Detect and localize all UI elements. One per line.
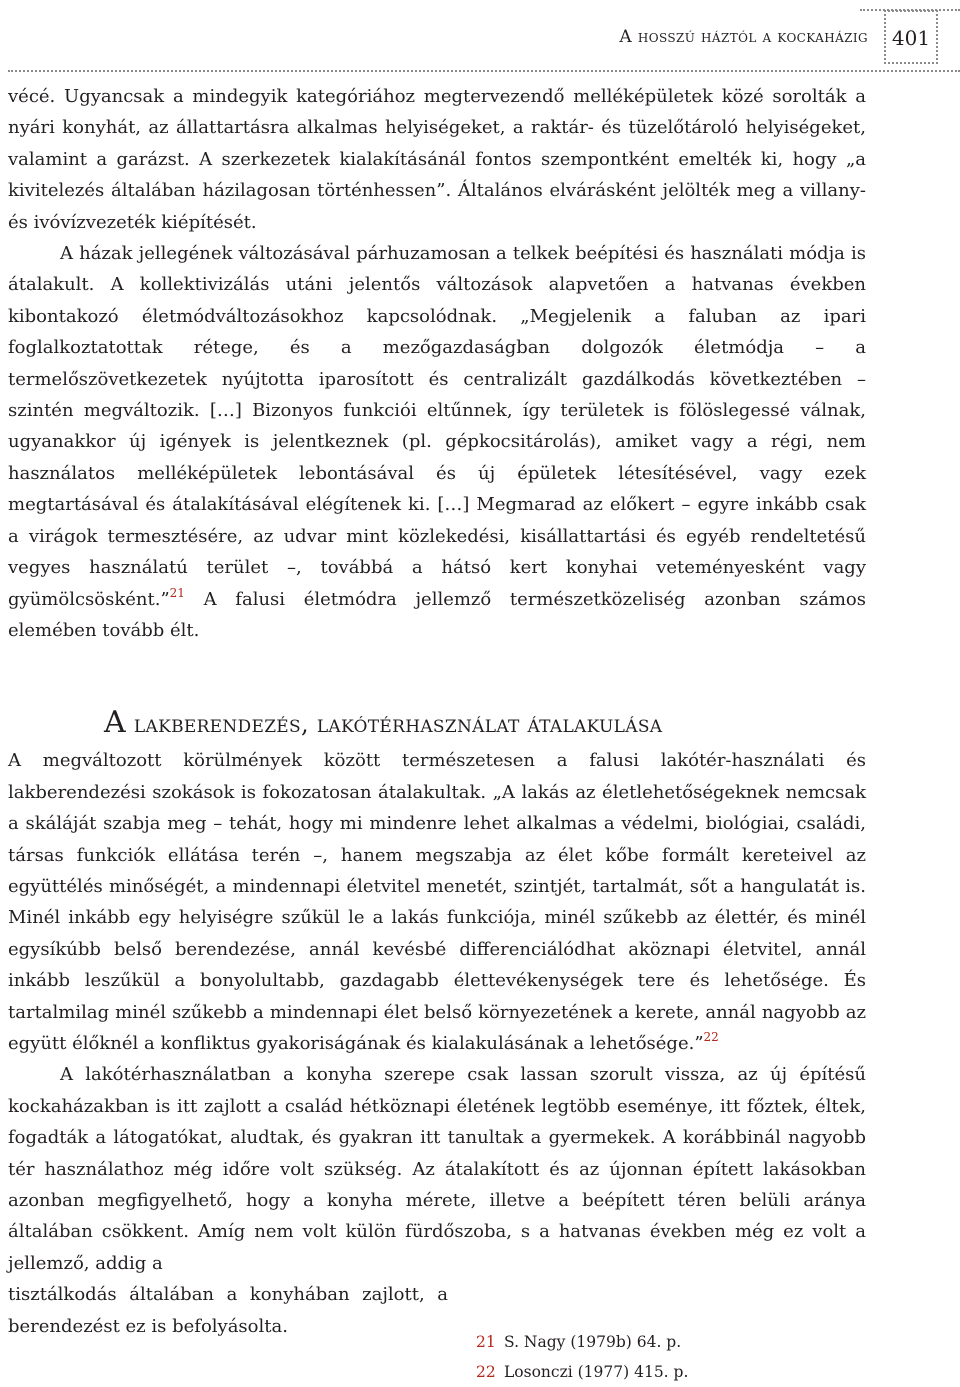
footnote-number: 22	[476, 1363, 496, 1381]
paragraph-2-text: A házak jellegének változásával párhuzamosan a telkek beépítési és használati módja is átalakult. A kollektivizálás utáni jelentős változások alapvetően a hatvanas években kibontakozó életmódváltozásokhoz kapcsolódnak. „Megjelenik a faluban az ipari foglalkoztatottak rétege, és a mezőgazdaságban dolgozók életmódja – a termelőszövetkezetek nyújtotta iparosított és centralizált gazdálkodás következtében – szintén megváltozik. […] Bizonyos funkciói eltűnnek, így területek is fölöslegessé válnak, ugyanakkor új igények is jelentkeznek (pl. gépkocsitárolás), amiket vagy a régi, nem használatos melléképületek lebontásával és új épületek létesítésével, vagy ezek megtartásával és átalakításával elégítenek ki. […] Megmarad az előkert – egyre inkább csak a virágok termesztésére, az udvar mint közlekedési, kisállattartási és egyéb rendeltetésű vegyes használatú terület –, továbbá a hátsó kert konyhai veteményesként vagy gyümölcsösként.”	[8, 243, 866, 610]
paragraph-4-tail: tisztálkodás általában a konyhában zajlott, a berendezést ez is befolyásolta.	[8, 1284, 448, 1337]
running-title: A hosszú háztól a kockaházig	[619, 27, 868, 47]
footnotes	[476, 1327, 916, 1387]
section-heading-initial: A	[104, 705, 126, 741]
section-heading-text: lakberendezés, lakótérhasználat átalakulása	[133, 710, 663, 739]
footnote-22	[476, 1357, 916, 1387]
page-number: 401	[891, 26, 931, 50]
footnote-ref-21[interactable]: 21	[169, 585, 185, 600]
footnote-ref-22[interactable]: 22	[703, 1029, 719, 1044]
paragraph-1: vécé. Ugyancsak a mindegyik kategóriához megtervezendő melléképületek közé sorolták a nyári konyhát, az állattartásra alkalmas helyiségeket, a raktár- és tüzelőtároló helyiségeket, valamint a garázst. A szerkezetek kialakításánál fontos szempontként emelték ki, hogy „a kivitelezés általában házilagosan történhessen”. Általános elvárásként jelölték meg a villany- és ivóvízvezeték kiépítését.	[8, 86, 866, 233]
header-rule-bottom	[8, 70, 960, 72]
page-body	[8, 81, 866, 1342]
section-heading	[104, 705, 866, 741]
footnote-21	[476, 1327, 916, 1357]
paragraph-4: A lakótérhasználatban a konyha szerepe csak lassan szorult vissza, az új építésű kockaházakban is itt zajlott a család hétköznapi életének legtöbb eseménye, itt főztek, éltek, fogadták a látogatókat, aludtak, és gyakran itt tanultak a gyermekek. A korábbinál nagyobb tér használathoz még időre volt szükség. Az átalakított és az újonnan épített lakásokban azonban megfigyelhető, hogy a konyha mérete, illetve a beépített téren belüli aránya általában csökkent. Amíg nem volt külön fürdőszoba, s a hatvanas években még ez volt a jellemző, addig a	[8, 1064, 866, 1274]
footnote-text: S. Nagy (1979b) 64. p.	[504, 1333, 682, 1351]
paragraph-3-text: A megváltozott körülmények között természetesen a falusi lakótér-használati és lakberendezési szokások is fokozatosan átalakultak. „A lakás az életlehetőségeknek nemcsak a skáláját szabja meg – tehát, hogy mi mindenre lehet alkalmas a védelmi, biológiai, családi, társas funkciók ellátása terén –, hanem megszabja az élet kőbe formált kereteivel az együttélés minőségét, a mindennapi életvitel menetét, szintjét, tartalmát, sőt a hangulatát is. Minél inkább egy helyiségre szűkül le a lakás funkciója, minél szűkebb az élettér, és minél egysíkúbb belső berendezése, annál kevésbé differenciálódhat aköznapi életvitel, annál inkább leszűkül a bonyolultabb, gazdagabb élettevékenységek tere és lehetősége. És tartalmilag minél szűkebb a mindennapi élet belső környezetének a kerete, annál nagyobb az együtt élőknél a konfliktus gyakoriságának és kialakulásának a lehetősége.”	[8, 750, 866, 1054]
paragraph-2	[8, 238, 866, 646]
footnote-text: Losonczi (1977) 415. p.	[504, 1363, 689, 1381]
paragraph-2-tail: A falusi életmódra jellemző természetközeliség azonban számos elemében tovább élt.	[8, 588, 866, 641]
running-header	[0, 0, 960, 70]
footnote-number: 21	[476, 1333, 496, 1351]
paragraph-3	[8, 745, 866, 1059]
